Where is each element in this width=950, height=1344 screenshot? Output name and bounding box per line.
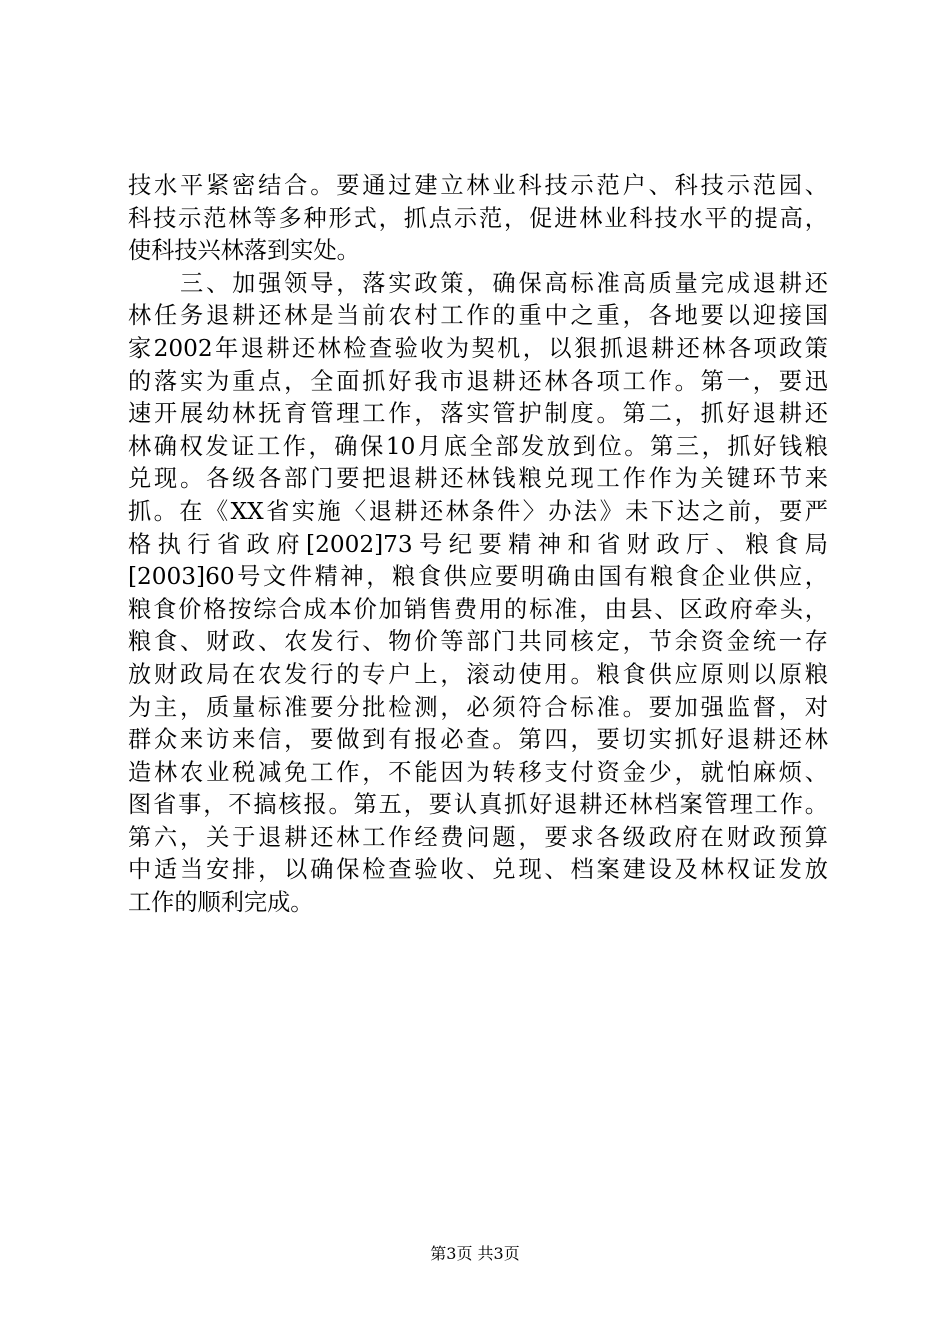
text-line: 家2002年退耕还林检查验收为契机，以狠抓退耕还林各项政策 <box>128 334 828 362</box>
text-line: 林确权发证工作，确保10月底全部发放到位。第三，抓好钱粮 <box>128 432 828 460</box>
text-line: 图省事，不搞核报。第五，要认真抓好退耕还林档案管理工作。 <box>128 791 828 819</box>
text-line: 林任务退耕还林是当前农村工作的重中之重，各地要以迎接国 <box>128 302 828 330</box>
text-line: 中适当安排，以确保检查验收、兑现、档案建设及林权证发放 <box>128 856 828 884</box>
text-line: 科技示范林等多种形式，抓点示范，促进林业科技水平的提高， <box>128 204 828 232</box>
text-line: 造林农业税减免工作，不能因为转移支付资金少，就怕麻烦、 <box>128 758 828 786</box>
text-line: 为主，质量标准要分批检测，必须符合标准。要加强监督，对 <box>128 693 828 721</box>
body-text <box>128 170 828 920</box>
page-footer <box>0 1244 950 1264</box>
text-line: 粮食、财政、农发行、物价等部门共同核定，节余资金统一存 <box>128 628 828 656</box>
text-line: 三、加强领导，落实政策，确保高标准高质量完成退耕还 <box>128 269 828 297</box>
text-line: 速开展幼林抚育管理工作，落实管护制度。第二，抓好退耕还 <box>128 400 828 428</box>
text-line: 的落实为重点，全面抓好我市退耕还林各项工作。第一，要迅 <box>128 367 828 395</box>
text-line: 群众来访来信，要做到有报必查。第四，要切实抓好退耕还林 <box>128 726 828 754</box>
text-line: 格执行省政府[2002]73号纪要精神和省财政厅、粮食局 <box>128 530 828 558</box>
text-line: 工作的顺利完成。 <box>128 889 314 917</box>
text-line: 兑现。各级各部门要把退耕还林钱粮兑现工作作为关键环节来 <box>128 465 828 493</box>
text-line: 技水平紧密结合。要通过建立林业科技示范户、科技示范园、 <box>128 172 828 199</box>
text-line: 放财政局在农发行的专户上，滚动使用。粮食供应原则以原粮 <box>128 660 828 688</box>
text-line: 粮食价格按综合成本价加销售费用的标准，由县、区政府牵头， <box>128 595 828 623</box>
page-number-label: 第3页 共3页 <box>430 1244 520 1263</box>
text-line: 使科技兴林落到实处。 <box>128 237 360 265</box>
text-line: [2003]60号文件精神，粮食供应要明确由国有粮食企业供应， <box>128 563 828 591</box>
text-line: 第六，关于退耕还林工作经费问题，要求各级政府在财政预算 <box>128 823 828 851</box>
text-line: 抓。在《XX省实施〈退耕还林条件〉办法》未下达之前，要严 <box>128 497 828 525</box>
